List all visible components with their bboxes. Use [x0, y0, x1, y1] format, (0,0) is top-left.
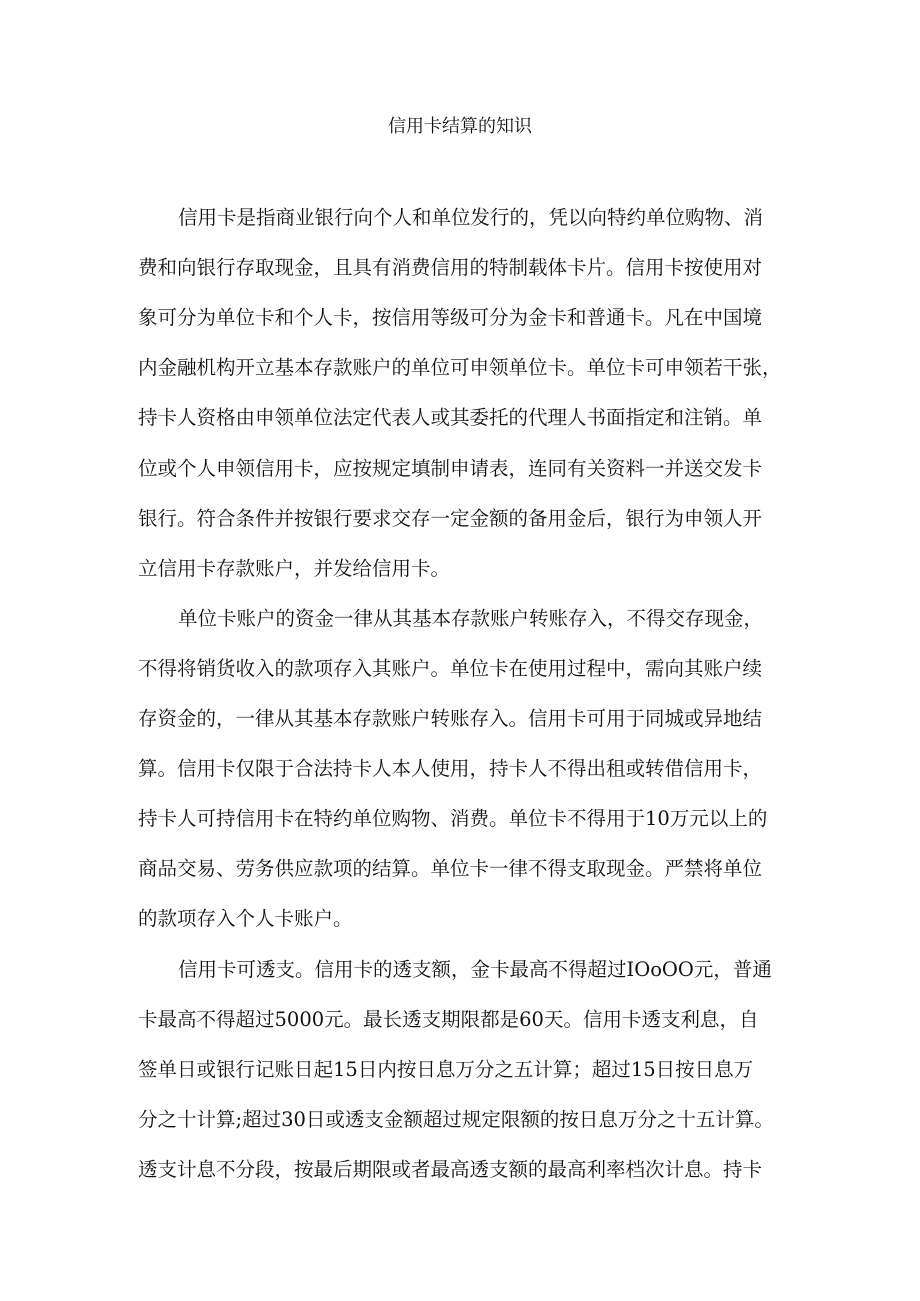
paragraph-1-line-2: 费和向银行存取现金，且具有消费信用的特制载体卡片。信用卡按使用对	[138, 256, 763, 279]
paragraph-2-line-6: 商品交易、劳务供应款项的结算。单位卡一律不得支取现金。严禁将单位	[138, 857, 763, 880]
paragraph-1-line-3: 象可分为单位卡和个人卡，按信用等级可分为金卡和普通卡。凡在中国境	[138, 306, 763, 329]
paragraph-1-line-7: 银行。符合条件并按银行要求交存一定金额的备用金后，银行为申领人开	[138, 507, 763, 530]
paragraph-1-line-5: 持卡人资格由申领单位法定代表人或其委托的代理人书面指定和注销。单	[138, 406, 763, 429]
document-title: 信用卡结算的知识	[388, 116, 532, 137]
paragraph-1-line-6: 位或个人申领信用卡，应按规定填制申请表，连同有关资料一并送交发卡	[138, 457, 763, 480]
paragraph-2-line-5: 持卡人可持信用卡在特约单位购物、消费。单位卡不得用于10万元以上的	[138, 807, 768, 830]
paragraph-1-line-1: 信用卡是指商业银行向个人和单位发行的，凭以向特约单位购物、消	[178, 206, 764, 229]
paragraph-3-line-5: 透支计息不分段，按最后期限或者最高透支额的最高利率档次计息。持卡	[138, 1158, 763, 1181]
paragraph-1-line-4: 内金融机构开立基本存款账户的单位可申领单位卡。单位卡可申领若干张，	[138, 356, 782, 379]
paragraph-2-line-1: 单位卡账户的资金一律从其基本存款账户转账存入，不得交存现金，	[178, 607, 764, 630]
paragraph-2-line-7: 的款项存入个人卡账户。	[138, 907, 353, 930]
paragraph-3-line-1: 信用卡可透支。信用卡的透支额，金卡最高不得超过IOoOO元，普通	[178, 958, 772, 981]
paragraph-1-line-8: 立信用卡存款账户，并发给信用卡。	[138, 557, 451, 580]
paragraph-3-line-4: 分之十计算;超过30日或透支金额超过规定限额的按日息万分之十五计算。	[138, 1108, 774, 1131]
paragraph-2-line-3: 存资金的，一律从其基本存款账户转账存入。信用卡可用于同城或异地结	[138, 707, 763, 730]
paragraph-3-line-3: 签单日或银行记账日起15日内按日息万分之五计算；超过15日按日息万	[138, 1058, 754, 1081]
paragraph-3-line-2: 卡最高不得超过5000元。最长透支期限都是60天。信用卡透支利息，自	[138, 1008, 759, 1031]
paragraph-2-line-4: 算。信用卡仅限于合法持卡人本人使用，持卡人不得出租或转借信用卡，	[138, 757, 763, 780]
paragraph-2-line-2: 不得将销货收入的款项存入其账户。单位卡在使用过程中，需向其账户续	[138, 657, 763, 680]
